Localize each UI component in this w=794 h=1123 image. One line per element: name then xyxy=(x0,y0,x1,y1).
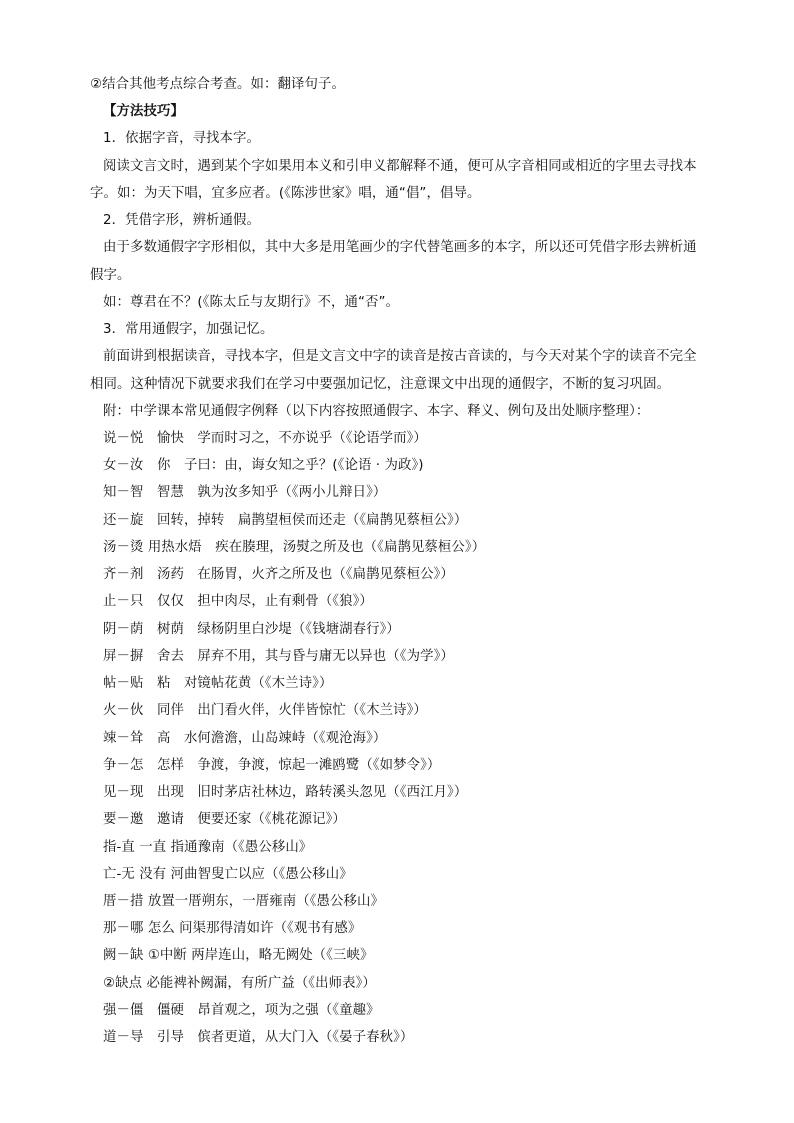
list-item: 还－旋 回转，掉转 扁鹊望桓侯而还走（《扁鹊见蔡桓公》） xyxy=(103,513,468,528)
list-item: 说－悦 愉快 学而时习之，不亦说乎（《论语学而》） xyxy=(103,431,427,446)
list-item: 汤－烫 用热水焐 疾在腠理，汤熨之所及也（《扁鹊见蔡桓公》） xyxy=(103,540,486,555)
list-item: 阙－缺 ①中断 两岸连山，略无阙处（《三峡》 xyxy=(103,948,374,963)
text-line: ②结合其他考点综合考查。如：翻译句子。 xyxy=(90,77,345,92)
list-item: 火－伙 同伴 出门看火伴，火伴皆惊忙（《木兰诗》） xyxy=(103,703,427,718)
list-item: 齐－剂 汤药 在肠胃，火齐之所及也（《扁鹊见蔡桓公》） xyxy=(103,567,454,582)
list-item: 帖－贴 粘 对镜帖花黄（《木兰诗》） xyxy=(103,676,333,691)
numbered-heading: 3．常用通假字，加强记忆。 xyxy=(103,322,274,337)
list-item: 女－汝 你 子曰：由，诲女知之乎？(《论语 · 为政》) xyxy=(103,458,424,473)
list-item: 见－现 出现 旧时茅店社林边，路转溪头忽见（《西江月》） xyxy=(103,785,468,800)
paragraph-line: 相同。这种情况下就要求我们在学习中要强加记忆，注意课文中出现的通假字，不断的复习巩固。 xyxy=(90,377,671,392)
paragraph-line: 由于多数通假字字形相似，其中大多是用笔画少的字代替笔画多的本字，所以还可凭借字形去辨析通 xyxy=(103,240,697,255)
list-item: ②缺点 必能裨补阙漏，有所广益（《出师表》） xyxy=(103,976,376,991)
paragraph-line: 阅读文言文时，遇到某个字如果用本义和引申义都解释不通，便可从字音相同或相近的字里去寻找本 xyxy=(103,159,697,174)
list-item: 指-直 一直 指通豫南（《愚公移山》 xyxy=(103,840,313,855)
paragraph-line: 前面讲到根据读音，寻找本字，但是文言文中字的读音是按古音读的，与今天对某个字的读音不完全 xyxy=(103,349,697,364)
section-heading: 【方法技巧】 xyxy=(103,104,184,119)
list-item: 止－只 仅仅 担中肉尽，止有剩骨（《狼》） xyxy=(103,594,373,609)
example-line: 如：尊君在不？(《陈太丘与友期行》不，通“否”。 xyxy=(103,295,399,310)
numbered-heading: 1．依据字音，寻找本字。 xyxy=(103,131,261,146)
list-item: 阴－荫 树荫 绿杨阴里白沙堤（《钱塘湖春行》） xyxy=(103,622,400,637)
list-item: 争－怎 怎样 争渡，争渡，惊起一滩鸥鹭（《如梦令》） xyxy=(103,758,441,773)
paragraph-line: 假字。 xyxy=(90,268,131,283)
list-item: 厝－措 放置一厝朔东，一厝雍南（《愚公移山》 xyxy=(103,894,384,909)
paragraph-line: 字。如：为天下唱，宜多应者。(《陈涉世家》唱，通“倡”，倡导。 xyxy=(90,186,481,201)
list-item: 强－僵 僵硬 昂首观之，项为之强（《童趣》 xyxy=(103,1003,380,1018)
list-item: 道－导 引导 傧者更道，从大门入（《晏子春秋》） xyxy=(103,1030,414,1045)
list-item: 知－智 智慧 孰为汝多知乎（《两小儿辩日》） xyxy=(103,485,387,500)
list-item: 屏－摒 舍去 屏弃不用，其与昏与庸无以异也（《为学》） xyxy=(103,649,454,664)
appendix-intro: 附：中学课本常见通假字例释（以下内容按照通假字、本字、释义、例句及出处顺序整理）： xyxy=(103,404,650,419)
list-item: 竦－耸 高 水何澹澹，山岛竦峙（《观沧海》） xyxy=(103,731,387,746)
list-item: 要－邀 邀请 便要还家（《桃花源记》） xyxy=(103,812,346,827)
list-item: 亡-无 没有 河曲智叟亡以应（《愚公移山》 xyxy=(103,867,353,882)
list-item: 那－哪 怎么 问渠那得清如许（《观书有感》 xyxy=(103,921,362,936)
numbered-heading: 2．凭借字形，辨析通假。 xyxy=(103,213,261,228)
